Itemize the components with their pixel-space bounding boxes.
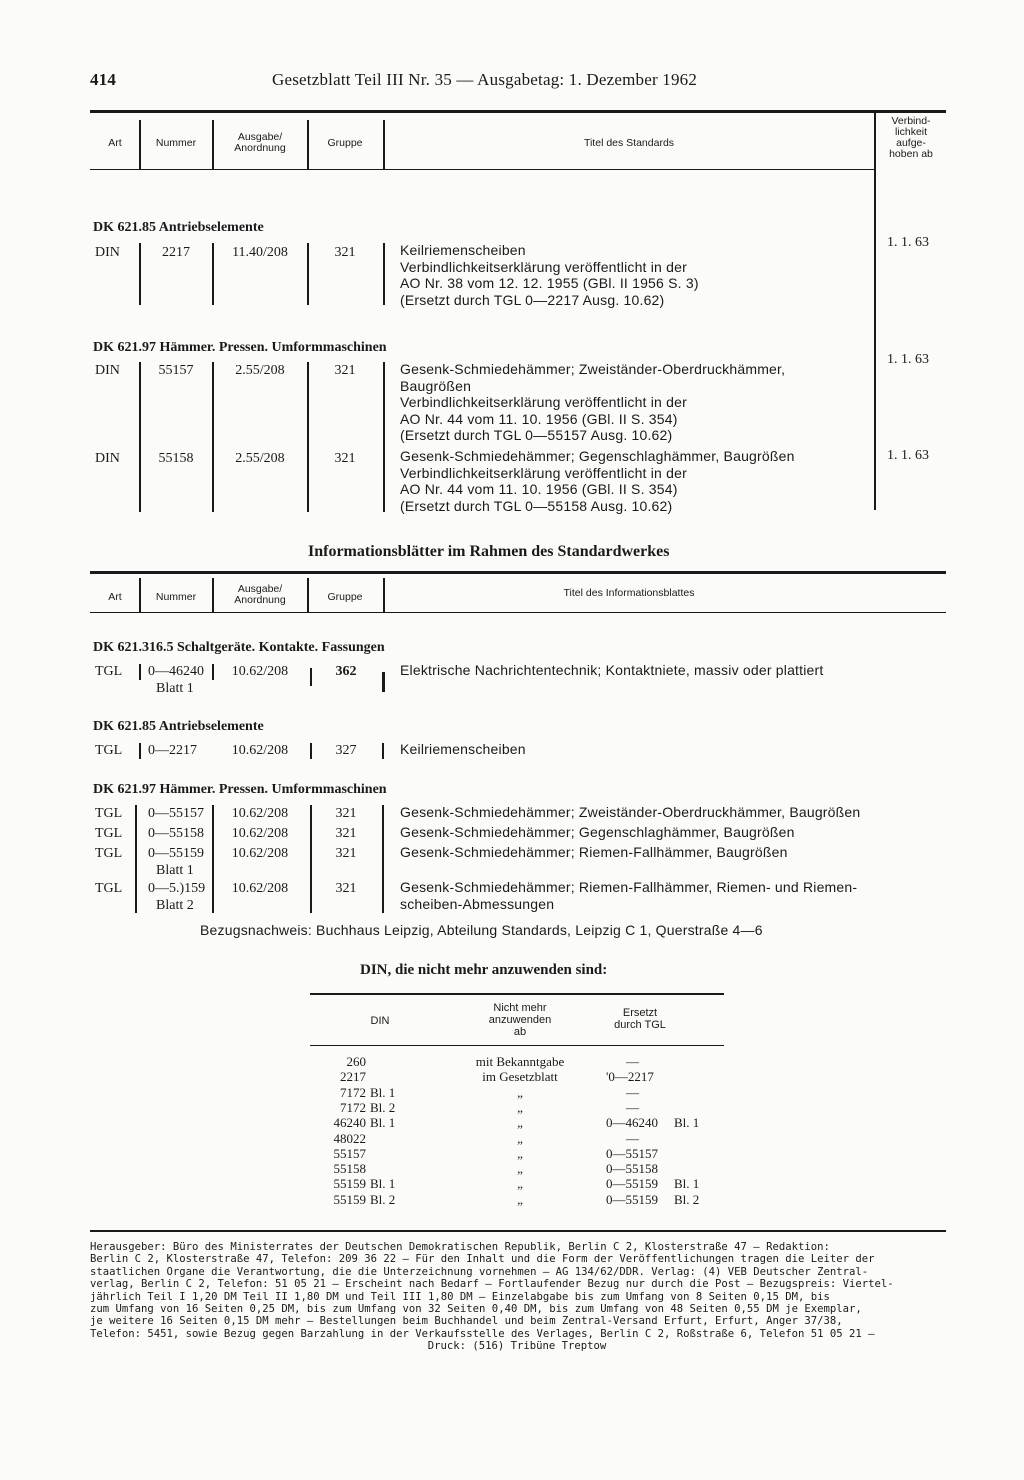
- cell-din-blatt: Bl. 1: [370, 1176, 396, 1192]
- cell-art: TGL: [95, 826, 123, 841]
- col-header-art: Art: [108, 137, 122, 149]
- cell-din: 55158: [333, 1161, 366, 1177]
- cell-din: 2217: [340, 1069, 366, 1085]
- col-header-gruppe: Gruppe: [327, 137, 363, 149]
- cell-ausgabe: 10.62/208: [231, 743, 289, 758]
- cell-nicht-mehr-ab: „: [517, 1115, 523, 1131]
- cell-nicht-mehr-ab: „: [517, 1130, 523, 1146]
- divider: [382, 805, 384, 913]
- cell-ersetzt: —: [626, 1054, 639, 1069]
- divider: [139, 664, 141, 680]
- footer-rule: [90, 1230, 946, 1232]
- cell-date: 1. 1. 63: [887, 352, 929, 367]
- divider: [212, 362, 214, 512]
- cell-ersetzt: 0—55159: [606, 1191, 658, 1207]
- cell-nummer: 0—55159 Blatt 1: [148, 846, 204, 878]
- cell-din-blatt: Bl. 2: [370, 1191, 396, 1207]
- cell-date: 1. 1. 63: [887, 235, 929, 250]
- col-header-nummer: Nummer: [155, 591, 197, 603]
- cell-titel: Gesenk-Schmiedehämmer; Riemen-Fallhämmer, Riemen- und Riemen- scheiben-Abmessungen: [400, 879, 858, 912]
- divider: [382, 743, 384, 759]
- cell-titel: Keilriemenscheiben: [400, 741, 526, 757]
- cell-ersetzt: 0—55157: [606, 1145, 658, 1161]
- col-header-ersetzt: Ersetzt durch TGL: [614, 1007, 666, 1031]
- col-header-verbindlichkeit: Verbind- lichkeit aufge- hoben ab: [889, 115, 933, 160]
- cell-ersetzt: —: [626, 1130, 639, 1146]
- cell-ausgabe: 10.62/208: [231, 806, 289, 821]
- cell-ersetzt: '0—2217: [606, 1069, 654, 1085]
- section-heading: DK 621.97 Hämmer. Pressen. Umformmaschinen: [93, 782, 387, 797]
- bezugsnachweis: Bezugsnachweis: Buchhaus Leipzig, Abteilung Standards, Leipzig C 1, Querstraße 4—6: [200, 922, 763, 938]
- cell-din: 7172: [340, 1099, 366, 1115]
- divider: [382, 672, 385, 692]
- cell-titel: Gesenk-Schmiedehämmer; Zweiständer-Oberdruckhämmer, Baugrößen Verbindlichkeitserklärung veröffentlicht in der AO Nr. 44 vom 11. 10. 1956 (GBl. II S. 354) (Ersetzt durch TGL 0—55157 Ausg. 10.62): [400, 361, 786, 443]
- cell-din: 55157: [333, 1145, 366, 1161]
- cell-art: DIN: [95, 245, 120, 260]
- cell-nicht-mehr-ab: „: [517, 1099, 523, 1115]
- cell-ausgabe: 10.62/208: [231, 826, 289, 841]
- cell-art: DIN: [95, 363, 120, 378]
- cell-din: 260: [346, 1054, 366, 1069]
- cell-gruppe: 321: [334, 451, 356, 466]
- section-heading: DK 621.97 Hämmer. Pressen. Umformmaschinen: [93, 340, 387, 355]
- divider: [135, 805, 137, 913]
- cell-ersetzt-blatt: Bl. 2: [674, 1191, 700, 1207]
- table1-top-rule: [90, 110, 946, 113]
- cell-date: 1. 1. 63: [887, 448, 929, 463]
- cell-art: TGL: [95, 743, 123, 758]
- cell-ausgabe: 10.62/208: [231, 846, 289, 861]
- cell-gruppe: 321: [334, 245, 356, 260]
- cell-nicht-mehr-ab: „: [517, 1145, 523, 1161]
- cell-din: 48022: [333, 1130, 366, 1146]
- cell-ersetzt: 0—46240: [606, 1115, 658, 1131]
- cell-din-blatt: Bl. 2: [370, 1099, 396, 1115]
- cell-nicht-mehr-ab: „: [517, 1084, 523, 1100]
- cell-nummer: 0—2217: [148, 743, 197, 758]
- divider: [139, 743, 141, 759]
- divider: [139, 362, 141, 512]
- cell-nicht-mehr-ab: „: [517, 1176, 523, 1192]
- footer-imprint: Herausgeber: Büro des Ministerrates der Deutschen Demokratischen Republik, Berlin C 2, Klosterstraße 47 — Redaktion: Berlin C 2, Klosterstraße 47, Telefon: 209 36 22 — Für den Inhalt und die Form der Veröffentlichungen tragen die Leiter der staatlichen Organe die Verantwortung, die die Unterzeichnung vornehmen — AG 134/62/DDR. Verlag: (4) VEB Deutscher Zentral- verlag, Berlin C 2, Telefon: 51 05 21 — Erscheint nach Bedarf — Fortlaufender Bezug nur durch die Post — Bezugspreis: Viertel- jährlich Teil I 1,20 DM Teil II 1,80 DM und Teil III 1,80 DM — Einzelabgabe bis zum Umfang von 8 Seiten 0,15 DM, bis zum Umfang von 16 Seiten 0,25 DM, bis zum Umfang von 32 Seiten 0,40 DM, bis zum Umfang von 48 Seiten 0,55 DM je Exemplar, je weitere 16 Seiten 0,15 DM mehr — Bestellungen beim Buchhandel und beim Zentral-Versand Erfurt, Erfurt, Anger 37/38, Telefon: 5451, sowie Bezug gegen Barzahlung in der Verkaufsstelle des Verlages, Berlin C 2, Roßstraße 6, Telefon 51 05 21 — Druck: (516) Tribüne Treptow: [90, 1241, 894, 1353]
- cell-ausgabe: 10.62/208: [231, 664, 289, 679]
- table1-header-bottom-rule: [90, 169, 874, 170]
- cell-din-blatt: Bl. 1: [370, 1084, 396, 1100]
- table2-header-bottom-rule: [90, 612, 946, 613]
- divider: [383, 243, 385, 305]
- page-number: 414: [90, 70, 117, 89]
- cell-gruppe: 321: [335, 846, 357, 861]
- cell-art: DIN: [95, 451, 120, 466]
- section-heading: DK 621.85 Antriebselemente: [93, 719, 264, 734]
- cell-nummer: 2217: [162, 245, 190, 260]
- cell-nummer: 0—55158: [148, 826, 204, 841]
- cell-nummer: 55157: [158, 363, 194, 378]
- cell-nicht-mehr-ab: mit Bekanntgabe: [475, 1054, 565, 1069]
- cell-nicht-mehr-ab: im Gesetzblatt: [482, 1069, 558, 1085]
- table3-top-rule: [310, 993, 724, 995]
- col-header-gruppe: Gruppe: [327, 591, 363, 603]
- divider: [383, 362, 385, 512]
- cell-ersetzt: —: [626, 1084, 639, 1100]
- cell-gruppe: 321: [335, 826, 357, 841]
- cell-din: 7172: [340, 1084, 366, 1100]
- cell-ausgabe: 2.55/208: [235, 451, 285, 466]
- page-header-title: Gesetzblatt Teil III Nr. 35 — Ausgabetag: 1. Dezember 1962: [272, 70, 698, 89]
- cell-ausgabe: 10.62/208: [231, 881, 289, 896]
- col-header-ausgabe: Ausgabe/ Anordnung: [234, 131, 286, 154]
- cell-nicht-mehr-ab: „: [517, 1161, 523, 1177]
- cell-ersetzt-blatt: Bl. 1: [674, 1176, 700, 1192]
- cell-din: 55159: [333, 1176, 366, 1192]
- col-header-art: Art: [108, 591, 122, 603]
- cell-titel: Gesenk-Schmiedehämmer; Zweiständer-Oberdruckhämmer, Baugrößen: [400, 804, 861, 820]
- cell-art: TGL: [95, 881, 123, 896]
- cell-art: TGL: [95, 806, 123, 821]
- cell-ersetzt: 0—55158: [606, 1161, 658, 1177]
- cell-din-blatt: Bl. 1: [370, 1115, 396, 1131]
- table3-title: DIN, die nicht mehr anzuwenden sind:: [360, 962, 608, 978]
- col-header-nummer: Nummer: [155, 137, 197, 149]
- cell-titel: Gesenk-Schmiedehämmer; Gegenschlaghämmer, Baugrößen: [400, 824, 795, 840]
- cell-ausgabe: 11.40/208: [232, 245, 288, 260]
- col-header-titel: Titel des Standards: [583, 137, 675, 149]
- cell-titel: Gesenk-Schmiedehämmer; Gegenschlaghämmer, Baugrößen Verbindlichkeitserklärung veröffentlicht in der AO Nr. 44 vom 11. 10. 1956 (GBl. II S. 354) (Ersetzt durch TGL 0—55158 Ausg. 10.62): [400, 448, 795, 514]
- cell-titel: Gesenk-Schmiedehämmer; Riemen-Fallhämmer, Baugrößen: [400, 844, 788, 860]
- cell-gruppe: 321: [335, 881, 357, 896]
- divider: [307, 362, 309, 512]
- cell-art: TGL: [95, 846, 123, 861]
- col-header-ausgabe: Ausgabe/ Anordnung: [234, 583, 286, 606]
- cell-ersetzt: 0—55159: [606, 1176, 658, 1192]
- cell-gruppe: 321: [335, 806, 357, 821]
- cell-gruppe: 362: [335, 664, 357, 679]
- divider: [874, 112, 876, 510]
- cell-nicht-mehr-ab: „: [517, 1191, 523, 1207]
- col-header-nicht-mehr: Nicht mehr anzuwenden ab: [488, 1002, 552, 1038]
- cell-art: TGL: [95, 664, 123, 679]
- cell-gruppe: 327: [335, 743, 357, 758]
- section-heading: DK 621.316.5 Schaltgeräte. Kontakte. Fassungen: [93, 640, 385, 655]
- table2-title: Informationsblätter im Rahmen des Standardwerkes: [308, 543, 670, 560]
- cell-ersetzt-blatt: Bl. 1: [674, 1115, 700, 1131]
- cell-titel: Elektrische Nachrichtentechnik; Kontaktniete, massiv oder plattiert: [400, 662, 824, 678]
- cell-din: 46240: [333, 1115, 366, 1131]
- cell-nummer: 55158: [158, 451, 194, 466]
- cell-nummer: 0—5.)159 Blatt 2: [148, 881, 206, 913]
- cell-nummer: 0—46240 Blatt 1: [148, 664, 204, 696]
- cell-nummer: 0—55157: [148, 806, 204, 821]
- cell-gruppe: 321: [334, 363, 356, 378]
- cell-titel: Keilriemenscheiben Verbindlichkeitserklärung veröffentlicht in der AO Nr. 38 vom 12. 12. 1955 (GBl. II 1956 S. 3) (Ersetzt durch TGL 0—2217 Ausg. 10.62): [400, 242, 699, 308]
- cell-din: 55159: [333, 1191, 366, 1207]
- table3-header-bottom-rule: [310, 1045, 724, 1046]
- table2-top-rule: [90, 571, 946, 574]
- cell-ausgabe: 2.55/208: [235, 363, 285, 378]
- section-heading: DK 621.85 Antriebselemente: [93, 220, 264, 235]
- col-header-din: DIN: [370, 1015, 390, 1027]
- cell-ersetzt: —: [626, 1099, 639, 1115]
- col-header-titel: Titel des Informationsblattes: [563, 587, 695, 599]
